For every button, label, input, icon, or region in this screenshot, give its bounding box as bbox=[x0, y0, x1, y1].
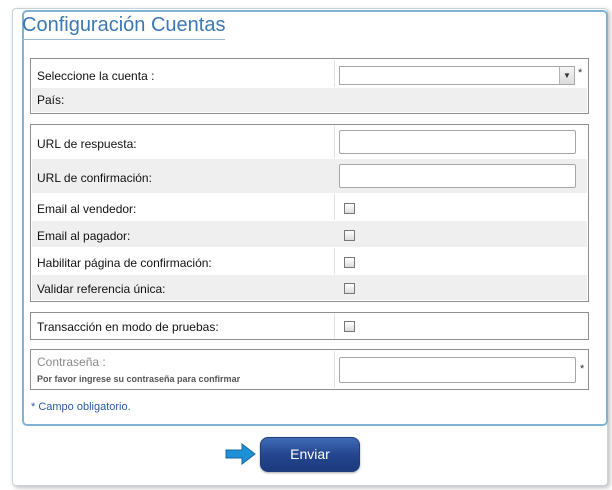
confirmation-page-label: Habilitar página de confirmación: bbox=[37, 256, 212, 270]
page-title: Configuración Cuentas bbox=[22, 14, 225, 40]
password-hint: Por favor ingrese su contraseña para confirmar bbox=[37, 374, 241, 384]
chevron-down-icon[interactable]: ▼ bbox=[559, 67, 574, 84]
confirmation-url-label: URL de confirmación: bbox=[37, 171, 152, 185]
test-mode-row bbox=[32, 314, 587, 338]
test-mode-label: Transacción en modo de pruebas: bbox=[37, 320, 219, 334]
column-divider bbox=[334, 60, 335, 87]
account-group bbox=[30, 58, 589, 114]
select-account-row bbox=[32, 60, 587, 87]
response-url-label: URL de respuesta: bbox=[37, 137, 137, 151]
password-group bbox=[30, 349, 589, 390]
column-divider bbox=[334, 248, 335, 274]
confirmation-url-row bbox=[32, 159, 587, 193]
required-mark: * bbox=[580, 363, 585, 375]
seller-email-checkbox[interactable] bbox=[344, 203, 355, 214]
response-url-row bbox=[32, 126, 587, 158]
arrow-right-icon bbox=[225, 443, 256, 465]
settings-group bbox=[30, 124, 589, 302]
payer-email-checkbox[interactable] bbox=[344, 230, 355, 241]
password-label: Contraseña : bbox=[37, 355, 106, 369]
unique-reference-label: Validar referencia única: bbox=[37, 282, 166, 296]
option-row-payer-email bbox=[32, 221, 587, 247]
option-row-unique-reference bbox=[32, 275, 587, 300]
confirmation-page-checkbox[interactable] bbox=[344, 257, 355, 268]
country-row bbox=[32, 88, 587, 112]
column-divider bbox=[334, 194, 335, 220]
payer-email-label: Email al pagador: bbox=[37, 229, 131, 243]
column-divider bbox=[334, 126, 335, 158]
column-divider bbox=[334, 314, 335, 338]
confirmation-url-input[interactable] bbox=[339, 164, 576, 188]
password-row bbox=[32, 351, 587, 388]
option-row-confirmation-page bbox=[32, 248, 587, 274]
submit-button[interactable]: Enviar bbox=[260, 437, 360, 472]
seller-email-label: Email al vendedor: bbox=[37, 202, 137, 216]
password-input[interactable] bbox=[339, 357, 576, 383]
account-select[interactable] bbox=[339, 66, 575, 85]
option-row-seller-email bbox=[32, 194, 587, 220]
test-mode-group bbox=[30, 312, 589, 340]
test-mode-checkbox[interactable] bbox=[344, 321, 355, 332]
required-field-note: * Campo obligatorio. bbox=[31, 401, 131, 413]
column-divider bbox=[334, 351, 335, 388]
unique-reference-checkbox[interactable] bbox=[344, 283, 355, 294]
select-account-label: Seleccione la cuenta : bbox=[37, 69, 155, 83]
required-mark: * bbox=[578, 67, 583, 79]
country-label: País: bbox=[37, 93, 65, 107]
response-url-input[interactable] bbox=[339, 130, 576, 154]
